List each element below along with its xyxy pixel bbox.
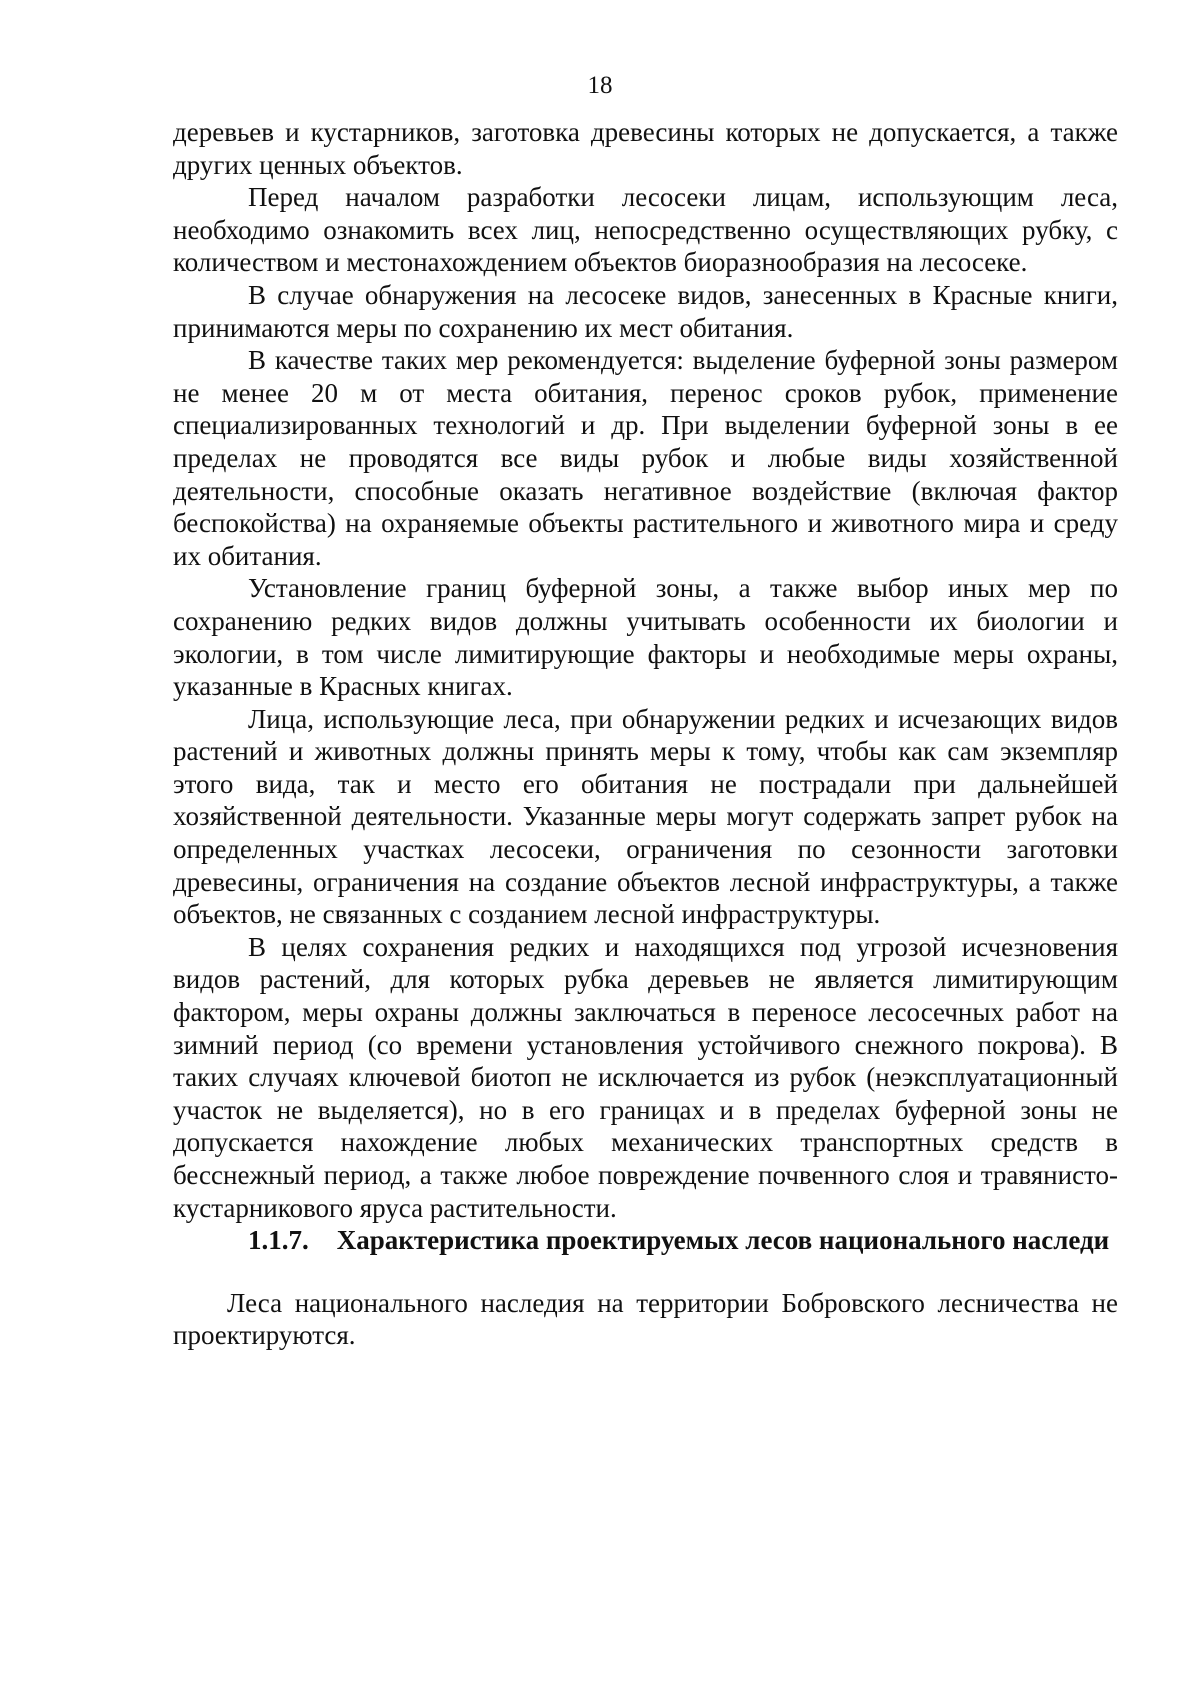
document-body <box>173 116 1118 1352</box>
paragraph-5: Установление границ буферной зоны, а также выбор иных мер по сохранению редких видов должны учитывать особенности их биологии и экологии, в том числе лимитирующие факторы и необходимые меры охраны, указанные в Красных книгах. <box>173 573 1118 702</box>
section-heading <box>173 1224 1118 1257</box>
paragraph-2: Перед началом разработки лесосеки лицам, использующим леса, необходимо ознакомить всех лиц, непосредственно осуществляющих рубку, с количеством и местонахождением объектов биоразнообразия на лесосеке. <box>173 182 1118 278</box>
section-number: 1.1.7. <box>248 1225 309 1256</box>
paragraph-7: В целях сохранения редких и находящихся под угрозой исчезновения видов растений, для которых рубка деревьев не является лимитирующим фактором, меры охраны должны заключаться в переносе лесосечных работ на зимний период (со времени установления устойчивого снежного покрова). В таких случаях ключевой биотоп не исключается из рубок (неэксплуатационный участок не выделяется), но в его границах и в пределах буферной зоны не допускается нахождение любых механических транспортных средств в бесснежный период, а также любое повреждение почвенного слоя и травянисто-кустарникового яруса растительности. <box>173 931 1118 1223</box>
paragraph-6: Лица, использующие леса, при обнаружении редких и исчезающих видов растений и животных должны принять меры к тому, чтобы как сам экземпляр этого вида, так и место его обитания не пострадали при дальнейшей хозяйственной деятельности. Указанные меры могут содержать запрет рубок на определенных участках лесосеки, ограничения по сезонности заготовки древесины, ограничения на создание объектов лесной инфраструктуры, а также объектов, не связанных с созданием лесной инфраструктуры. <box>173 703 1118 930</box>
paragraph-3: В случае обнаружения на лесосеке видов, занесенных в Красные книги, принимаются меры по сохранению их мест обитания. <box>173 279 1118 343</box>
paragraph-4: В качестве таких мер рекомендуется: выделение буферной зоны размером не менее 20 м от места обитания, перенос сроков рубок, применение специализированных технологий и др. При выделении буферной зоны в ее пределах не проводятся все виды рубок и любые виды хозяйственной деятельности, способные оказать негативное воздействие (включая фактор беспокойства) на охраняемые объекты растительного и животного мира и среду их обитания. <box>173 345 1118 571</box>
paragraph-1: деревьев и кустарников, заготовка древесины которых не допускается, а также других ценных объектов. <box>173 117 1118 180</box>
section-title: Характеристика проектируемых лесов национального наследи <box>336 1225 1110 1256</box>
page-number: 18 <box>587 72 613 99</box>
closing-paragraph: Леса национального наследия на территории Бобровского лесничества не проектируются. <box>173 1287 1118 1351</box>
